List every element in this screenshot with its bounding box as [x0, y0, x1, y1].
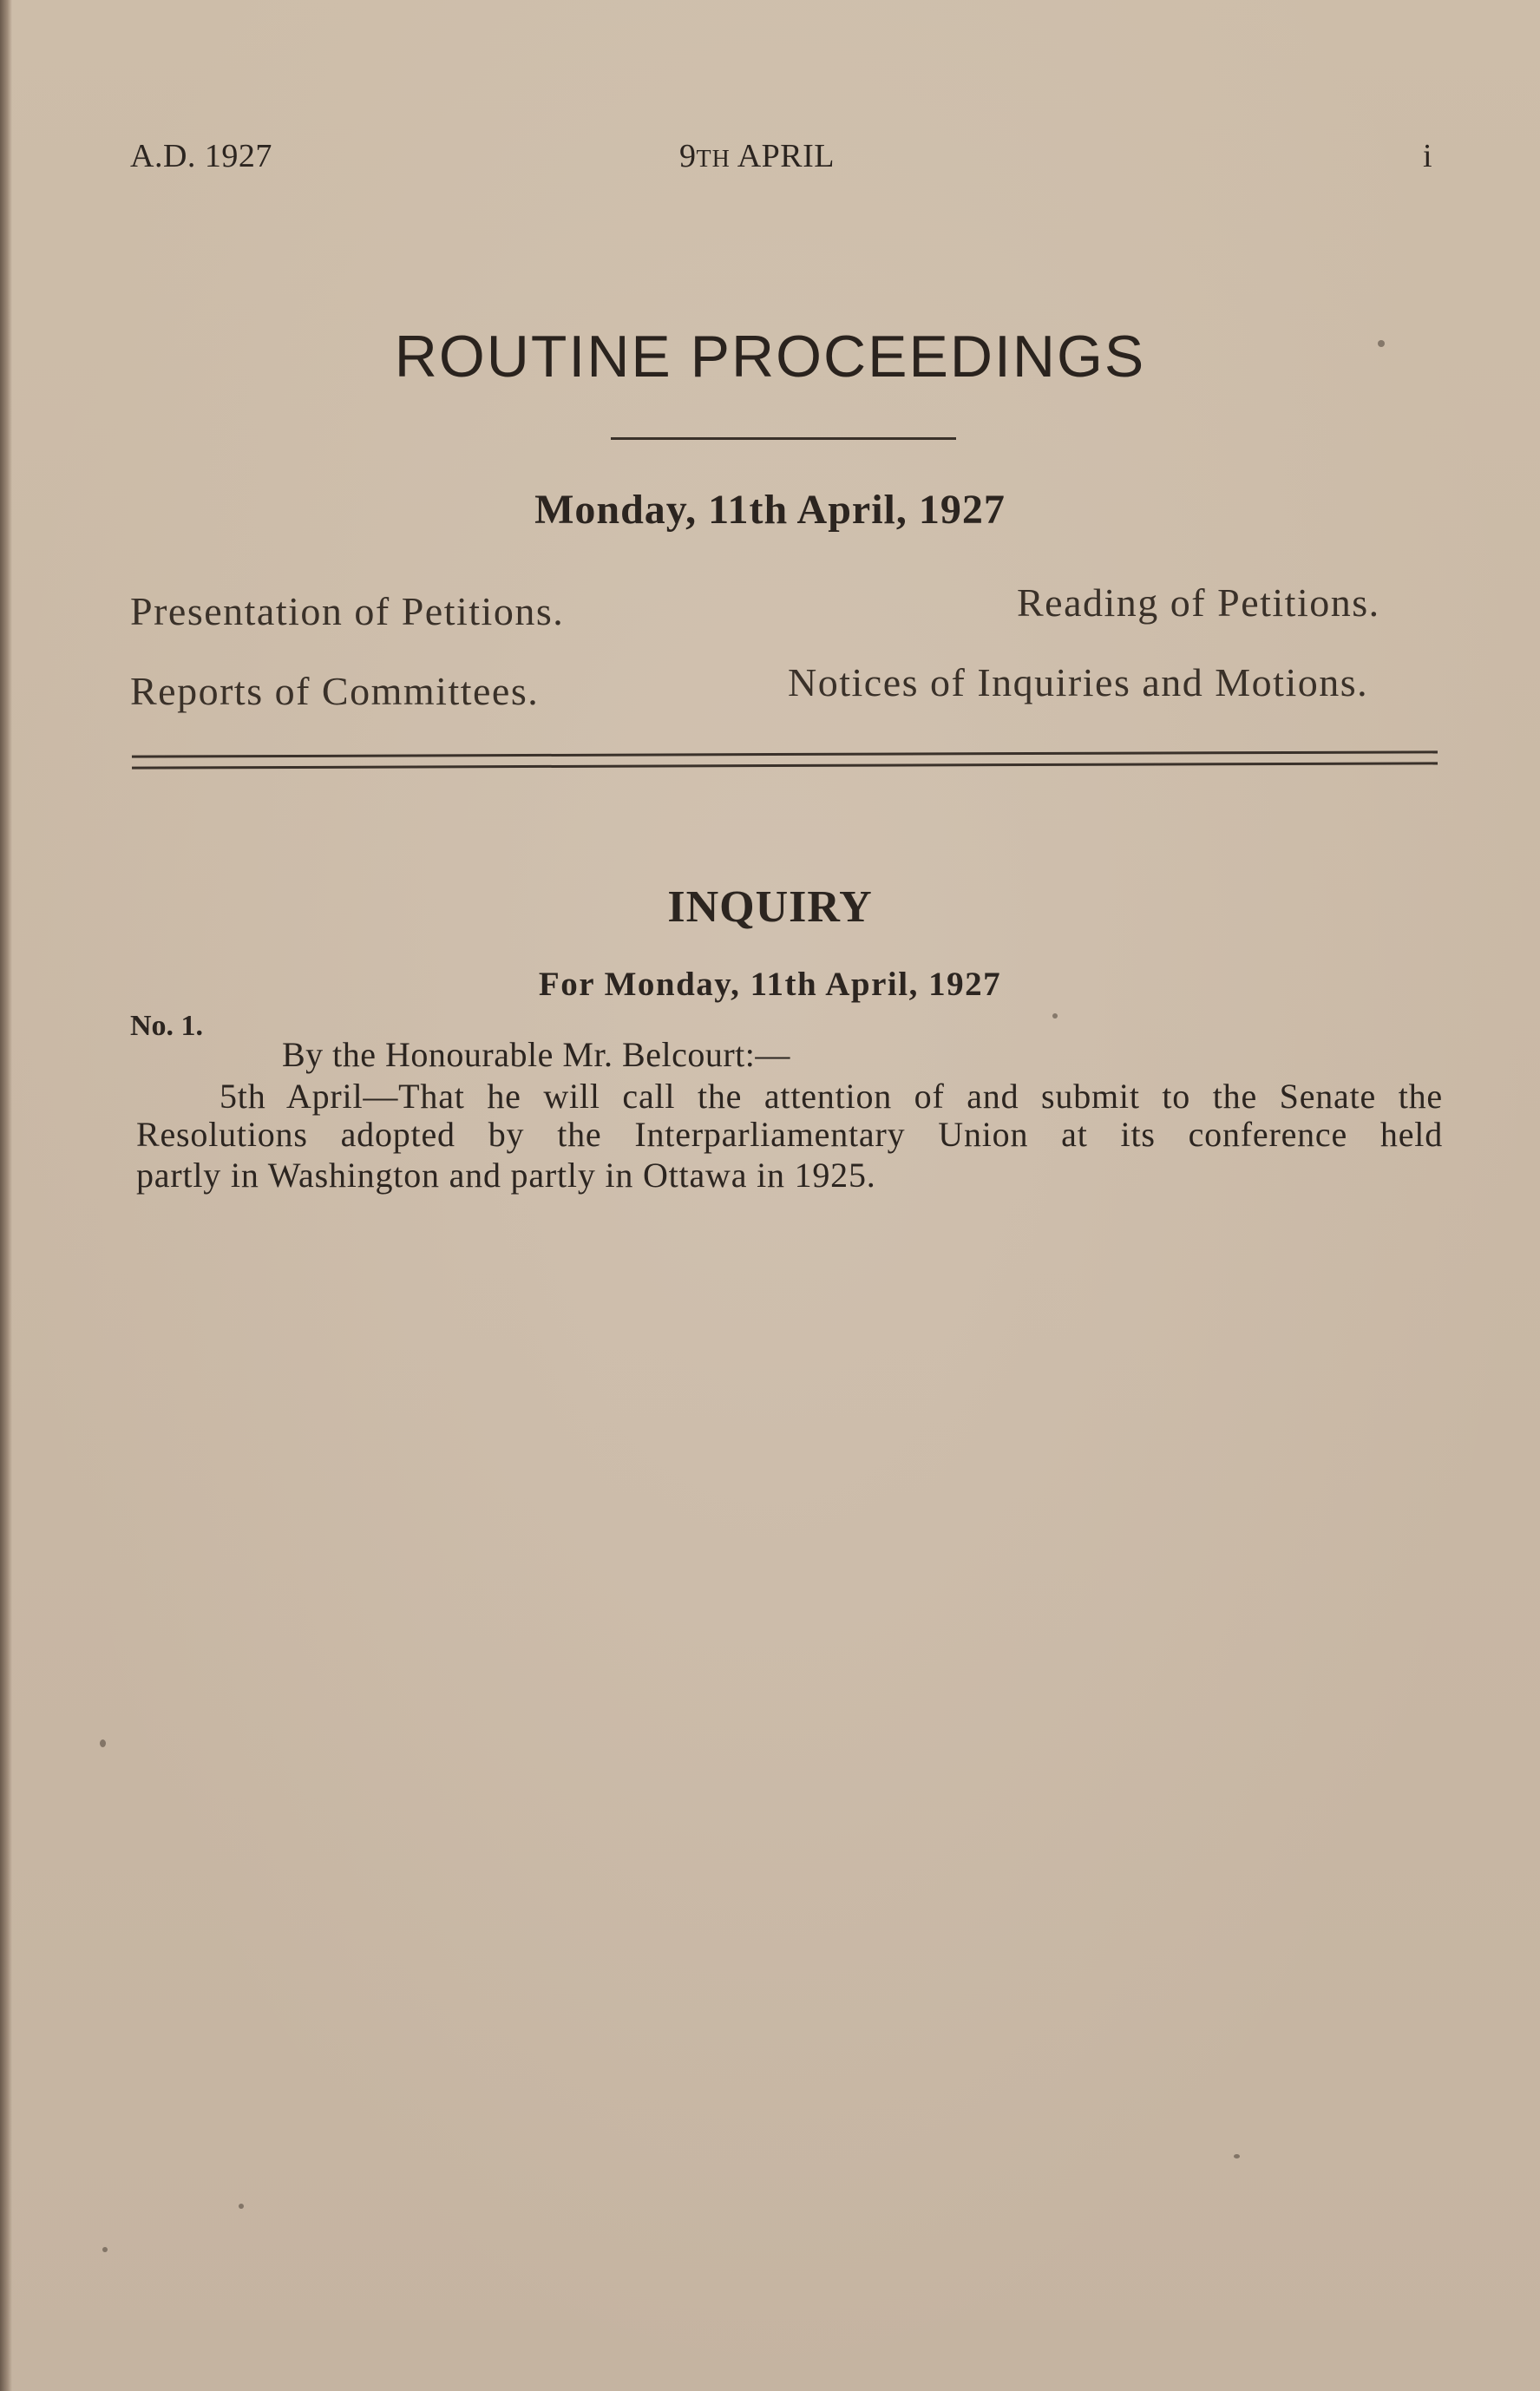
- running-head-day: 9: [679, 138, 697, 174]
- paper-speck: [100, 1739, 106, 1747]
- inquiry-text-line: partly in Washington and partly in Ottawa in 1925.: [136, 1156, 876, 1195]
- inquiry-date: For Monday, 11th April, 1927: [538, 966, 1002, 1003]
- proceeding-item: Notices of Inquiries and Motions.: [788, 660, 1369, 704]
- proceeding-item: Reading of Petitions.: [1017, 580, 1380, 625]
- proceeding-item: Reports of Committees.: [130, 669, 540, 713]
- running-head-date: [679, 137, 835, 175]
- paper-speck: [102, 2247, 108, 2252]
- running-head-month: APRIL: [737, 138, 836, 174]
- inquiry-heading: INQUIRY: [667, 882, 873, 932]
- date-heading: Monday, 11th April, 1927: [534, 487, 1006, 533]
- inquiry-text: 5th April—That he will call the attention of and submit to the Senate the: [220, 1077, 1443, 1116]
- page-number: i: [1423, 138, 1433, 174]
- paper-speck: [1234, 2154, 1240, 2158]
- paper-speck: [239, 2204, 244, 2209]
- inquiry-author: By the Honourable Mr. Belcourt:—: [282, 1035, 790, 1074]
- running-head-year: A.D. 1927: [130, 138, 272, 174]
- inquiry-text-line: [136, 1114, 1443, 1155]
- inquiry-text: Resolutions adopted by the Interparliamentary Union at its conference held: [136, 1115, 1443, 1154]
- running-head-day-suffix: TH: [696, 146, 731, 173]
- title-rule: [611, 437, 956, 440]
- inquiry-number: No. 1.: [130, 1010, 204, 1042]
- section-divider: [132, 750, 1438, 769]
- paper-speck: [1052, 1013, 1058, 1019]
- paper-speck: [1378, 340, 1385, 347]
- page-title: ROUTINE PROCEEDINGS: [394, 324, 1146, 390]
- proceeding-item: Presentation of Petitions.: [130, 589, 565, 633]
- inquiry-text-line: [220, 1076, 1443, 1117]
